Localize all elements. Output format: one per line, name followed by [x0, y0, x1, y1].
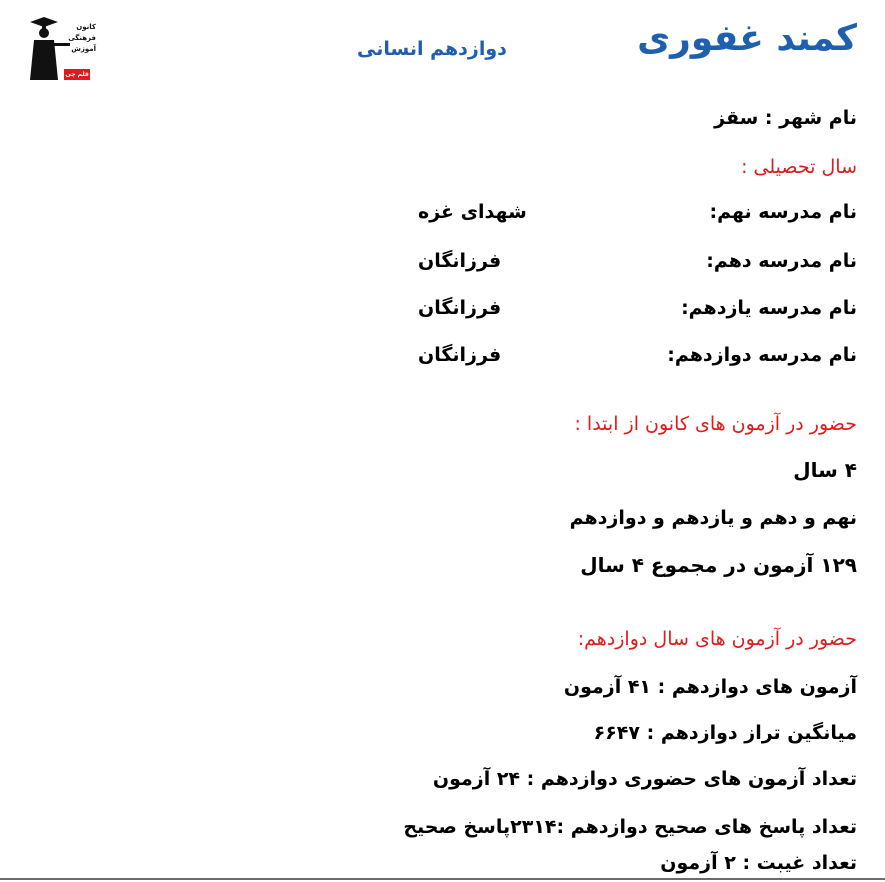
school-ninth-value: شهدای غزه	[418, 201, 527, 223]
page-bottom-border	[0, 878, 885, 880]
attendance-years: ۴ سال	[793, 458, 857, 482]
attendance-total: ۱۲۹ آزمون در مجموع ۴ سال	[580, 553, 857, 577]
grade12-correct-answers: تعداد پاسخ های صحیح دوازدهم :۲۳۱۴پاسخ صحیح	[403, 816, 857, 838]
attendance-heading: حضور در آزمون های کانون از ابتدا :	[574, 413, 857, 435]
academic-year-label: سال تحصیلی :	[741, 156, 857, 178]
logo-badge-text: قلم چی	[65, 71, 89, 78]
school-eleventh-label: نام مدرسه یازدهم:	[681, 297, 857, 319]
grade12-absences: تعداد غیبت : ۲ آزمون	[660, 852, 857, 874]
kanoon-logo	[20, 14, 100, 84]
grade12-heading: حضور در آزمون های سال دوازدهم:	[577, 628, 857, 650]
school-ninth-label: نام مدرسه نهم:	[709, 201, 857, 223]
city-line: نام شهر : سقز	[714, 107, 857, 129]
attendance-grades: نهم و دهم و یازدهم و دوازدهم	[569, 507, 857, 529]
grade12-in-person: تعداد آزمون های حضوری دوازدهم : ۲۴ آزمون	[432, 768, 857, 790]
school-twelfth-value: فرزانگان	[418, 344, 502, 366]
school-eleventh-value: فرزانگان	[418, 297, 502, 319]
school-tenth-label: نام مدرسه دهم:	[706, 250, 857, 272]
student-name: کمند غفوری	[637, 18, 857, 59]
school-twelfth-label: نام مدرسه دوازدهم:	[667, 344, 857, 366]
grade12-exams: آزمون های دوازدهم : ۴۱ آزمون	[563, 676, 857, 698]
grade-field: دوازدهم انسانی	[357, 38, 507, 60]
logo-text: کانون فرهنگی آموزش	[68, 23, 96, 53]
grade12-avg-score: میانگین تراز دوازدهم : ۶۶۴۷	[593, 722, 857, 744]
school-tenth-value: فرزانگان	[418, 250, 502, 272]
